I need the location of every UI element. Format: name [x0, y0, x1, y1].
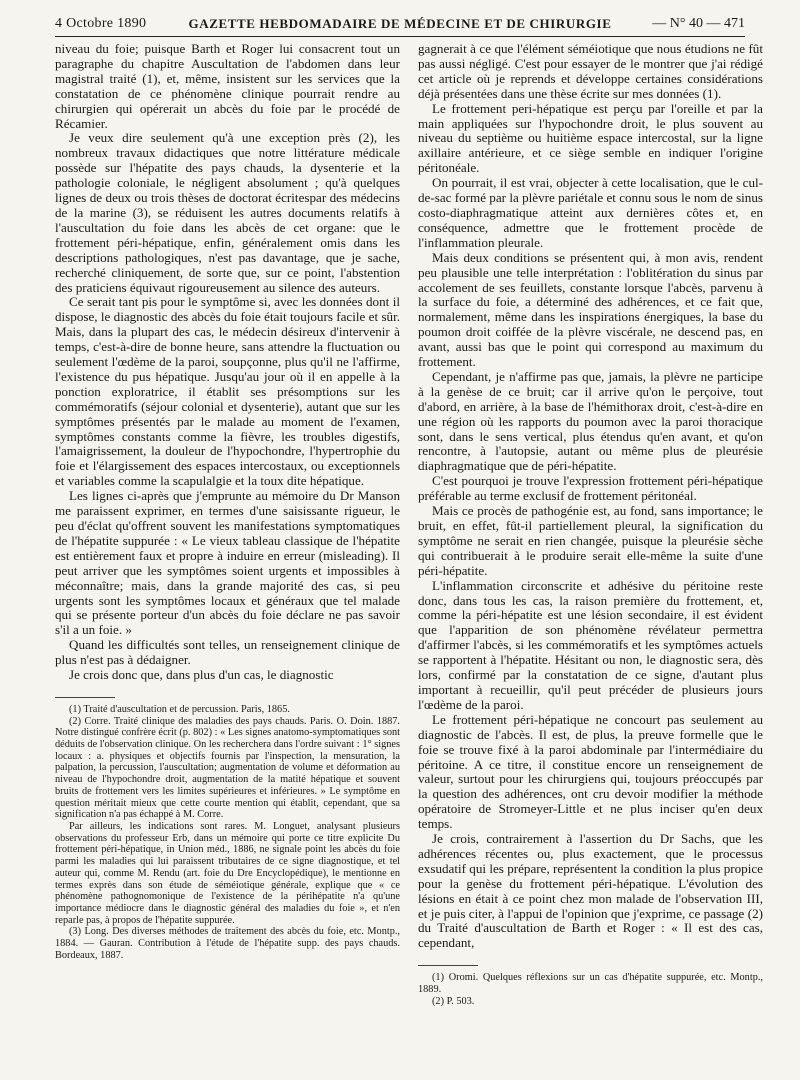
footnote: (1) Traité d'auscultation et de percussion. Paris, 1865. [69, 703, 290, 715]
journal-title: GAZETTE HEBDOMADAIRE DE MÉDECINE ET DE CHIRURGIE [188, 16, 612, 31]
footnote: (3) Long. Des diverses méthodes de traitement des abcès du foie, etc. Montp., 1884. — Gauran. Contribution à l'étude de l'hépatite supp. des pays chauds. Bordeaux, 1887. [55, 926, 400, 961]
page-header [55, 8, 745, 37]
body-paragraph: Les lignes ci-après que j'emprunte au mémoire du Dr Manson me paraissent exprimer, en termes d'une saisissante rigueur, le peu d'éclat qu'offrent souvent les manifestations symptomatiques de l'hépatite suppurée : « Le vieux tableau classique de l'hépatite est entièrement faux et propre à induire en erreur (misleading). Il peut arriver que les symptômes soient urgents et impossibles à méconnaître; mais, dans la grande majorité des cas, si peu urgents sont les symptômes locaux et généraux que tel malade qui se présente porteur d'un abcès du foie déclare ne pas savoir s'il a un foie. » [55, 488, 400, 638]
footnote: (2) P. 503. [432, 995, 475, 1007]
body-paragraph: On pourrait, il est vrai, objecter à cette localisation, que le cul-de-sac formé par la plèvre pariétale et connu sous le nom de sinus costo-diaphragmatique atteint aux dernières côtes et, en conséquence, admettre que le frottement procède de l'inflammation pleurale. [418, 175, 763, 250]
footnote-divider [418, 965, 478, 966]
footnote-divider [55, 697, 115, 698]
body-paragraph: Je crois, contrairement à l'assertion du Dr Sachs, que les adhérences récentes ou, plus exactement, que le processus exsudatif qui les prépare, représentent la condition la plus propice pour la genèse du frottement péri-hépatique. L'évolution des lésions en était à ce point chez mon malade de l'observation III, et je puis citer, à l'appui de l'opinion que j'exprime, ce passage (2) du Traité d'auscultation de Barth et Roger : « Il est des cas, cependant, [418, 831, 763, 951]
body-paragraph: niveau du foie; puisque Barth et Roger lui consacrent tout un paragraphe du chapitre Auscultation de l'abdomen dans leur magistral traité (1), et, même, insistent sur les services que la constatation de ce phénomène clinique pourrait rendre au chirurgien qui opérerait un abcès du foie par le procédé de Récamier. [55, 42, 400, 131]
body-paragraph: Cependant, je n'affirme pas que, jamais, la plèvre ne participe à la genèse de ce bruit; car il arrive qu'on le perçoive, tout d'abord, en arrière, à la base de l'hémithorax droit, c'est-à-dire en une région où les rapports du poumon avec la paroi thoracique sont, dans le sens vertical, plus étendus qu'en avant, et qu'on rencontre, à l'autopsie, autant ou même plus de pleurésie diaphragmatique que de péri-hépatite. [418, 368, 763, 474]
body-paragraph: Je veux dire seulement qu'à une exception près (2), les nombreux travaux didactiques que notre littérature médicale possède sur l'hépatite des pays chauds, la dysenterie et la pathologie coloniale, le négligent absolument ; qu'à quelques lignes de deux ou trois thèses de doctorat écritespar des médecins de la marine (3), se réduisent les autres documents relatifs à l'auscultation du foie dans les abcès de cet organe: que le frottement péri-hépatique, enfin, généralement omis dans les descriptions pathologiques, n'est pas davantage, que je sache, recherché cliniquement, de sorte que, sur ce point, l'abstention des praticiens équivaut rigoureusement au silence des auteurs. [55, 130, 400, 295]
right-column [418, 42, 763, 1072]
body-paragraph: Je crois donc que, dans plus d'un cas, le diagnostic [69, 667, 334, 683]
footnote: (1) Oromi. Quelques réflexions sur un cas d'hépatite suppurée, etc. Montp., 1889. [418, 972, 763, 995]
issue-page-number: — N° 40 — 471 [652, 16, 745, 31]
footnote: (2) Corre. Traité clinique des maladies des pays chauds. Paris. O. Doin. 1887. Notre distingué confrère écrit (p. 802) : « Les signes anatomo-symptomatiques sont déduits de l'observation clinique. On les recherchera dans l'ordre suivant : 1° signes locaux : a. physiques et objectifs fournis par l'inspection, la mensuration, la palpation, la percussion, l'auscultation; augmentation de volume et déformation au niveau de l'hypochondre droit, augmentation de la matité hépatique et souvent bruits de frottement vers les limites supérieures et inférieures. » Le symptôme en question méritait mieux que cette courte mention qui établit, cependant, que sa signification n'a pas échappé à M. Corre. [55, 715, 400, 821]
left-column [55, 42, 400, 1072]
body-paragraph: Quand les difficultés sont telles, un renseignement clinique de plus n'est pas à dédaigner. [55, 637, 400, 668]
body-paragraph: Le frottement peri-hépatique est perçu par l'oreille et par la main appliquées sur l'hypochondre droit, le plus souvent au niveau du septième ou huitième espace intercostal, sur la ligne axillaire antérieure, et ce siège semble en indiquer l'origine péritonéale. [418, 100, 763, 176]
issue-date: 4 Octobre 1890 [55, 16, 147, 31]
body-paragraph: Ce serait tant pis pour le symptôme si, avec les données dont il dispose, le diagnostic des abcès du foie était toujours facile et sûr. Mais, dans la plupart des cas, le médecin désireux d'intervenir à temps, c'est-à-dire de bonne heure, sans attendre la fluctuation ou seulement l'œdème de la paroi, soupçonne, plus qu'il ne l'affirme, l'existence du pus hépatique. Jusqu'au jour où il en appelle à la ponction exploratrice, il établit ses présomptions sur les commémoratifs (séjour colonial et dysenterie), autant que sur les symptômes présentés par le malade au moment de l'examen, symptômes constants comme la fièvre, les troubles digestifs, l'amaigrissement, la douleur de l'hypochondre, l'hypertrophie du foie et l'élargissement des espaces intercostaux, ou exceptionnels et variables comme la scapulalgie et la toux dite hépatique. [55, 294, 400, 489]
body-paragraph: C'est pourquoi je trouve l'expression frottement péri-hépatique préférable au terme exclusif de frottement péritonéal. [418, 473, 763, 504]
body-paragraph: gagnerait à ce que l'élément séméiotique que nous étudions ne fût pas aussi négligé. C'est pour essayer de le montrer que j'ai rédigé cet article où je reprends et développe certaines considérations déjà présentées dans une thèse écrite sur mes données (1). [418, 42, 763, 101]
body-paragraph: L'inflammation circonscrite et adhésive du péritoine reste donc, dans tous les cas, la raison première du frottement, et, comme la péri-hépatite est une lésion secondaire, il est évident que l'apparition de son phénomène révélateur permettra d'affirmer l'abcès, si les commémoratifs et les symptômes actuels se rapportent à l'hépatite. Hésitant ou non, le diagnostic sera, dès lors, confirmé par la constatation de ce signe, d'autant plus important à recueillir, qu'il peut précéder de plusieurs jours l'œdème de la paroi. [418, 577, 763, 712]
body-paragraph: Mais ce procès de pathogénie est, au fond, sans importance; le bruit, en effet, fût-il partiellement pleural, la signification du symptôme ne serait en rien changée, puisque la pleurésie sèche qui contribuerait à le produire serait elle-même la suite d'une péri-hépatite. [418, 503, 763, 578]
body-paragraph: Le frottement péri-hépatique ne concourt pas seulement au diagnostic de l'abcès. Il est, de plus, la preuve formelle que le foie se trouve fixé à la paroi abdominale par l'intermédiaire du péritoine. A ce titre, il constitue encore un renseignement de valeur, surtout pour les chirurgiens qui, toujours préoccupés par la question des adhérences, ont cru devoir modifier la méthode opératoire de Stromeyer-Little et ne plus inciser qu'en deux temps. [418, 711, 763, 832]
footnote: Par ailleurs, les indications sont rares. M. Longuet, analysant plusieurs observations du professeur Erb, dans un mémoire qui porte ce titre explicite Du frottement péri-hépatique, in Union méd., 1886, ne signale point les abcès du foie parmi les maladies qui lui paraissent tributaires de ce signe diagnostique, et tel auteur qui, comme M. Rendu (art. foie du Dre Encyclopédique), le mentionne en termes exprès dans son étude de séméiotique générale, explique que « ce phénomène pathognomonique de l'existence de la périhépatite n'a qu'une importance médiocre dans le diagnostic général des maladies du foie », et n'en reparle pas, à propos de l'hépatite suppurée. [55, 821, 400, 926]
body-paragraph: Mais deux conditions se présentent qui, à mon avis, rendent peu plausible une telle interprétation : l'oblitération du sinus par accolement de ses feuillets, constante lorsque l'abcès, parvenu à la surface du foie, a déterminé des adhérences, et ce fait que, normalement, même dans les inspirations énergiques, la base du poumon droit coiffée de la plèvre viscérale, ne descend pas, en avant, aussi bas que le point qui correspond au maximum du frottement. [418, 249, 763, 370]
